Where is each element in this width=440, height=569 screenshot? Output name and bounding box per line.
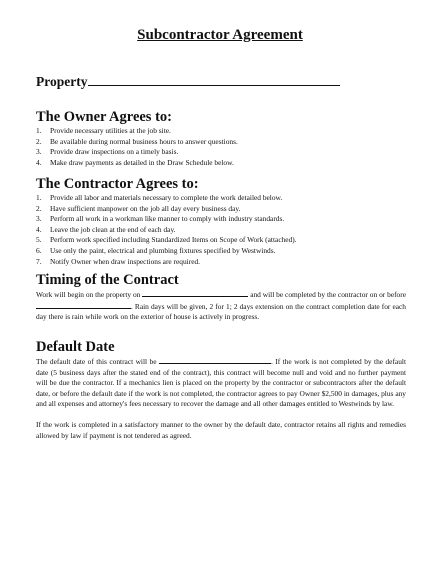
- owner-list: [36, 126, 406, 168]
- list-item: 7. Notify Owner when draw inspections are required.: [36, 256, 201, 266]
- list-item: 4. Make draw payments as detailed in the Draw Schedule below.: [36, 157, 234, 167]
- list-item: 3. Perform all work in a workman like manner to comply with industry standards.: [36, 214, 285, 224]
- property-field: [36, 72, 340, 90]
- owner-heading: The Owner Agrees to:: [36, 109, 172, 125]
- list-item: 6. Use only the paint, electrical and plumbing fixtures specified by Westwinds.: [36, 245, 276, 255]
- timing-heading: Timing of the Contract: [36, 272, 179, 288]
- property-label: Property: [36, 74, 88, 89]
- contractor-heading: The Contractor Agrees to:: [36, 176, 199, 192]
- list-item: 2. Have sufficient manpower on the job all day every business day.: [36, 203, 241, 213]
- document-title: Subcontractor Agreement: [137, 27, 303, 43]
- completion-date-blank: [36, 301, 131, 309]
- contractor-section: [36, 175, 406, 267]
- default-heading: Default Date: [36, 339, 115, 355]
- completion-paragraph: If the work is completed in a satisfactory manner to the owner by the default date, contractor retains all rights and remedies allowed by law if payment is not tendered as agreed.: [36, 419, 406, 440]
- list-item: 2. Be available during normal business hours to answer questions.: [36, 136, 238, 146]
- start-date-blank: [142, 289, 248, 297]
- list-item: 4. Leave the job clean at the end of each day.: [36, 224, 176, 234]
- default-date-blank: [159, 356, 271, 364]
- list-item: 5. Perform work specified including Standardized Items on Scope of Work (attached).: [36, 235, 297, 245]
- timing-paragraph: Work will begin on the property on and will be completed by the contractor on or before . Rain days will be given, 2 for 1; 2 days extension on the contract completion date for each day there is rain while work on the exterior of house is actively in progress.: [36, 290, 406, 322]
- timing-section: [36, 271, 406, 323]
- list-item: 1. Provide necessary utilities at the job site.: [36, 126, 171, 135]
- property-blank-line: [88, 72, 340, 86]
- default-section: [36, 338, 406, 441]
- default-paragraph: The default date of this contract will be . If the work is not completed by the default date (5 business days after the stated end of the contract), this contract will become null and void and no further payment will be due the contractor. If a mechanics lien is placed on the property by the contractor or subcontractors after the default date, or before the default date if the work is not completed, the contractor agrees to pay Owner $2,500 in damages, plus any and all expenses and attorney's fees necessary to recover the damage and all other damages entitled to Westwinds by law.: [36, 357, 407, 409]
- list-item: 3. Provide draw inspections on a timely basis.: [36, 147, 179, 157]
- contractor-list: [36, 193, 406, 267]
- list-item: 1. Provide all labor and materials necessary to complete the work detailed below.: [36, 193, 283, 202]
- owner-section: [36, 108, 406, 168]
